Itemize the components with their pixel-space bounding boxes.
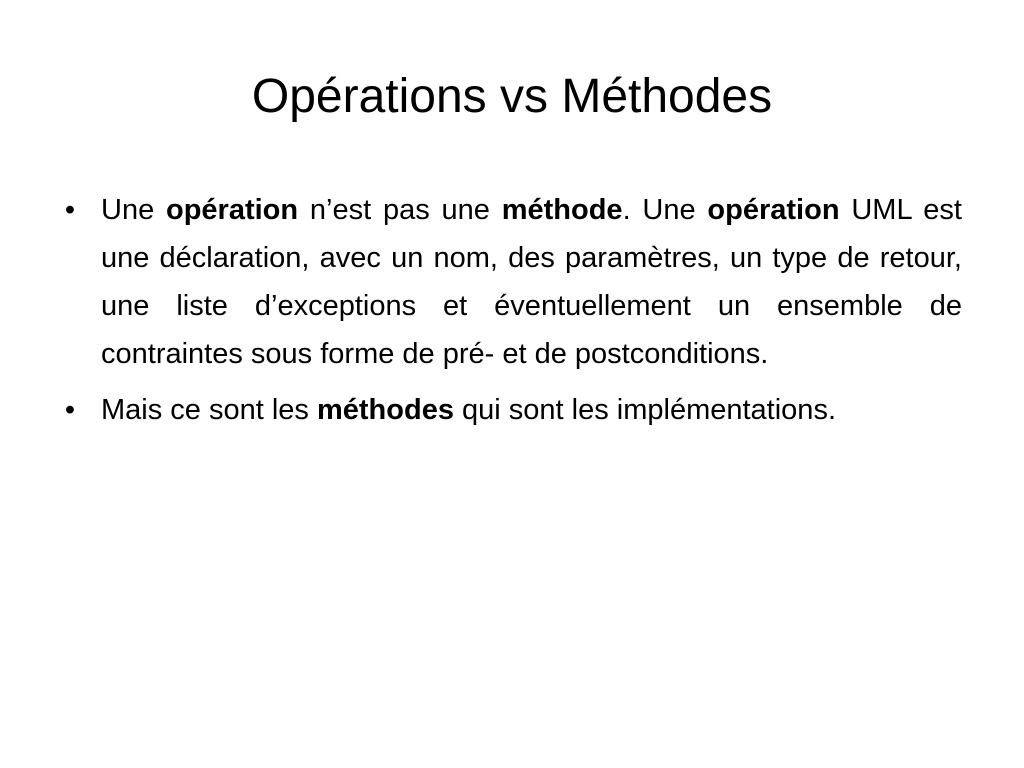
emphasis-operation: opération bbox=[707, 194, 840, 226]
text-run: Une bbox=[101, 194, 166, 226]
text-run: . Une bbox=[622, 194, 708, 226]
emphasis-methode: méthode bbox=[501, 194, 623, 226]
bullet-item bbox=[60, 186, 962, 378]
bullet-point-icon: • bbox=[64, 394, 76, 426]
bullet-text bbox=[101, 394, 836, 426]
text-run: Mais ce sont les bbox=[101, 394, 317, 426]
text-run: n’est pas une bbox=[298, 194, 502, 226]
emphasis-methodes: méthodes bbox=[316, 394, 454, 426]
emphasis-operation: opération bbox=[166, 194, 299, 226]
bullet-text bbox=[101, 194, 962, 370]
bullet-item bbox=[60, 386, 962, 434]
bullet-point-icon: • bbox=[64, 194, 76, 226]
slide-title: Opérations vs Méthodes bbox=[251, 70, 773, 123]
bullet-list bbox=[60, 186, 962, 442]
text-run: UML est une déclaration, avec un nom, des paramètres, un type de retour, une liste d’exceptions et éventuellement un ensemble de contraintes sous forme de pré- et de postconditions. bbox=[101, 194, 962, 370]
text-run: qui sont les implémentations. bbox=[453, 394, 836, 426]
